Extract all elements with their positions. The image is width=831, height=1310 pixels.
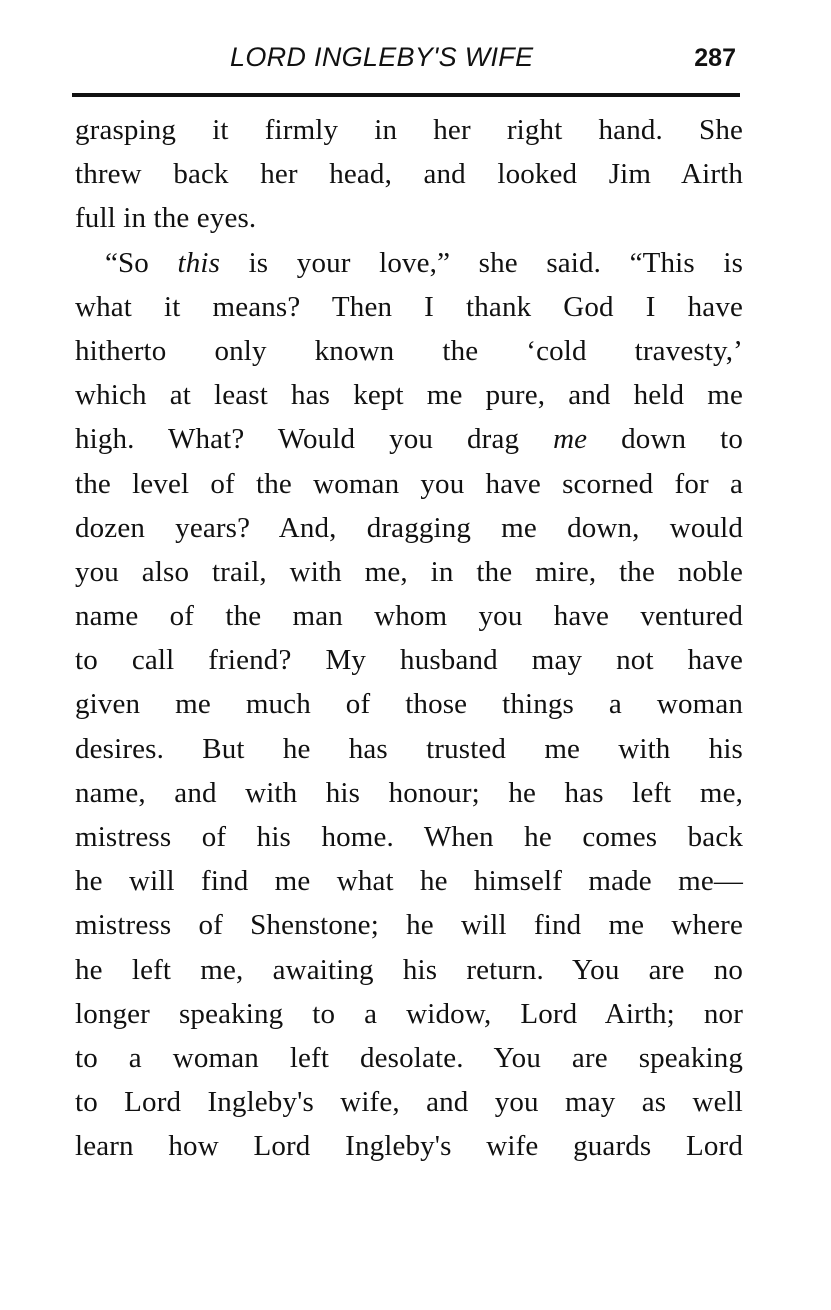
text-line: which at least has kept me pure, and held me xyxy=(75,379,743,412)
text-line: longer speaking to a widow, Lord Airth; nor xyxy=(75,997,743,1030)
text-line: full in the eyes. xyxy=(75,202,257,235)
running-title: LORD INGLEBY'S WIFE xyxy=(230,42,534,72)
text-line: “So this is your love,” she said. “This is xyxy=(105,246,744,279)
text-line: desires. But he has trusted me with his xyxy=(75,732,743,765)
text-line: mistress of his home. When he comes back xyxy=(75,821,743,853)
text-line: learn how Lord Ingleby's wife guards Lord xyxy=(75,1130,743,1163)
text-line: name, and with his honour; he has left me, xyxy=(75,776,743,809)
text-line: name of the man whom you have ventured xyxy=(75,600,743,633)
text-line: the level of the woman you have scorned for a xyxy=(75,467,743,500)
text-line: high. What? Would you drag me down to xyxy=(75,423,744,456)
text-line: to a woman left desolate. You are speaking xyxy=(75,1041,743,1074)
text-line: you also trail, with me, in the mire, the noble xyxy=(75,555,743,588)
page-number: 287 xyxy=(694,44,736,72)
text-line: hitherto only known the ‘cold travesty,’ xyxy=(75,334,743,367)
text-line: mistress of Shenstone; he will find me where xyxy=(75,909,743,942)
text-line: he left me, awaiting his return. You are no xyxy=(75,953,743,986)
text-line: grasping it firmly in her right hand. She xyxy=(75,114,743,146)
header-rule xyxy=(72,93,740,97)
text-line: to Lord Ingleby's wife, and you may as well xyxy=(75,1086,743,1119)
running-head xyxy=(72,40,740,84)
text-line: threw back her head, and looked Jim Airth xyxy=(75,158,743,191)
text-line: given me much of those things a woman xyxy=(75,688,743,721)
body-text xyxy=(75,108,743,1169)
text-line: dozen years? And, dragging me down, would xyxy=(75,511,743,544)
text-line: he will find me what he himself made me— xyxy=(75,865,743,898)
text-line: what it means? Then I thank God I have xyxy=(75,290,743,323)
text-line: to call friend? My husband may not have xyxy=(75,644,743,677)
